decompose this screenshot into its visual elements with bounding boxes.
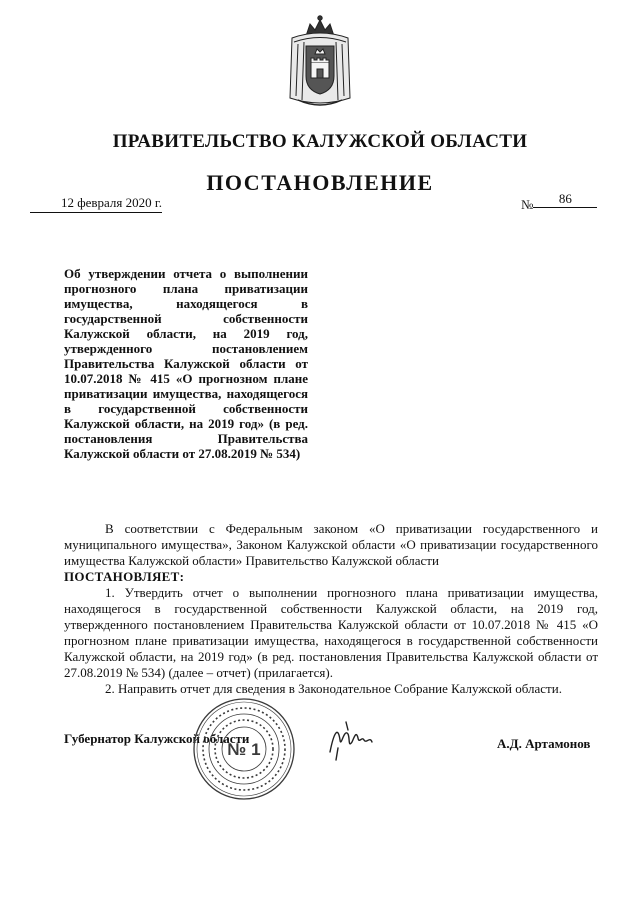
official-seal-icon	[192, 697, 296, 801]
preamble-paragraph: В соответствии с Федеральным законом «О приватизации государственного и муниципального имущества», Законом Калужской области «О приватизации государственного имущества Калужской области» Правительство Калужской области	[64, 521, 598, 568]
resolves-heading: ПОСТАНОВЛЯЕТ:	[64, 569, 185, 584]
signer-name: А.Д. Артамонов	[497, 736, 591, 751]
document-number	[521, 191, 597, 214]
document-subject: Об утверждении отчета о выполнении прогнозного плана приватизации имущества, находящегося в государственной собственности Калужской области, на 2019 год, утвержденного постановлением Правительства Калужской области от 10.07.2018 № 415 «О прогнозном плане приватизации имущества, находящегося в государственной собственности Калужской области, на 2019 год» (в ред. постановления Правительства Калужской области от 27.08.2019 № 534)	[64, 266, 308, 461]
handwritten-signature-icon	[326, 718, 376, 762]
number-value: 86	[533, 191, 597, 208]
resolution-item-2: 2. Направить отчет для сведения в Законодательное Собрание Калужской области.	[105, 681, 562, 696]
number-label: №	[521, 197, 534, 212]
government-title: ПРАВИТЕЛЬСТВО КАЛУЖСКОЙ ОБЛАСТИ	[112, 131, 528, 152]
signer-position: Губернатор Калужской области	[64, 731, 250, 746]
seal-number: № 1	[227, 740, 261, 759]
document-date: 12 февраля 2020 г.	[30, 195, 162, 213]
document-body	[64, 521, 598, 697]
coat-of-arms-icon	[284, 14, 356, 108]
document-type-title: ПОСТАНОВЛЕНИЕ	[206, 170, 434, 195]
resolution-item-1: 1. Утвердить отчет о выполнении прогнозного плана приватизации имущества, находящегося в государственной собственности Калужской области, на 2019 год, утвержденного постановлением Правительства Калужской области от 10.07.2018 № 415 «О прогнозном плане приватизации имущества, находящегося в государственной собственности Калужской области, на 2019 год» (в ред. постановления Правительства Калужской области от 27.08.2019 № 534) (далее – отчет) (прилагается).	[64, 585, 598, 680]
